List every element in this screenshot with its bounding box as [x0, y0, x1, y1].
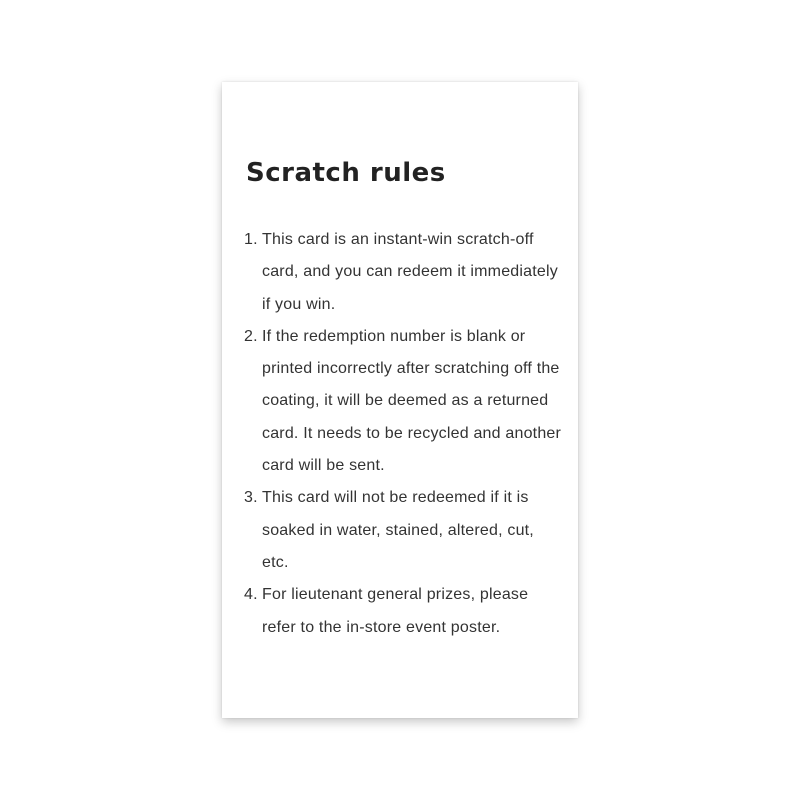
rule-number: 3. — [244, 489, 258, 507]
rule-text: For lieutenant general prizes, please refer to the in-store event poster. — [262, 586, 529, 636]
rule-text: If the redemption number is blank or printed incorrectly after scratching off the coating, it will be deemed as a returned card. It needs to be recycled and another card will be sent. — [262, 327, 562, 475]
rule-number: 1. — [244, 231, 258, 248]
rule-item-4 — [244, 579, 564, 644]
rules-list — [244, 224, 564, 644]
rule-item-2 — [244, 321, 564, 482]
rule-number: 2. — [244, 327, 258, 345]
rule-number: 4. — [244, 586, 258, 604]
rule-text: This card will not be redeemed if it is soaked in water, stained, altered, cut, etc. — [262, 489, 534, 571]
rule-text: This card is an instant-win scratch-off card, and you can redeem it immediately if you win. — [262, 231, 558, 313]
rule-item-1 — [244, 224, 564, 321]
rule-item-3 — [244, 482, 564, 579]
scratch-rules-card — [222, 82, 578, 718]
card-title: Scratch rules — [246, 158, 446, 188]
